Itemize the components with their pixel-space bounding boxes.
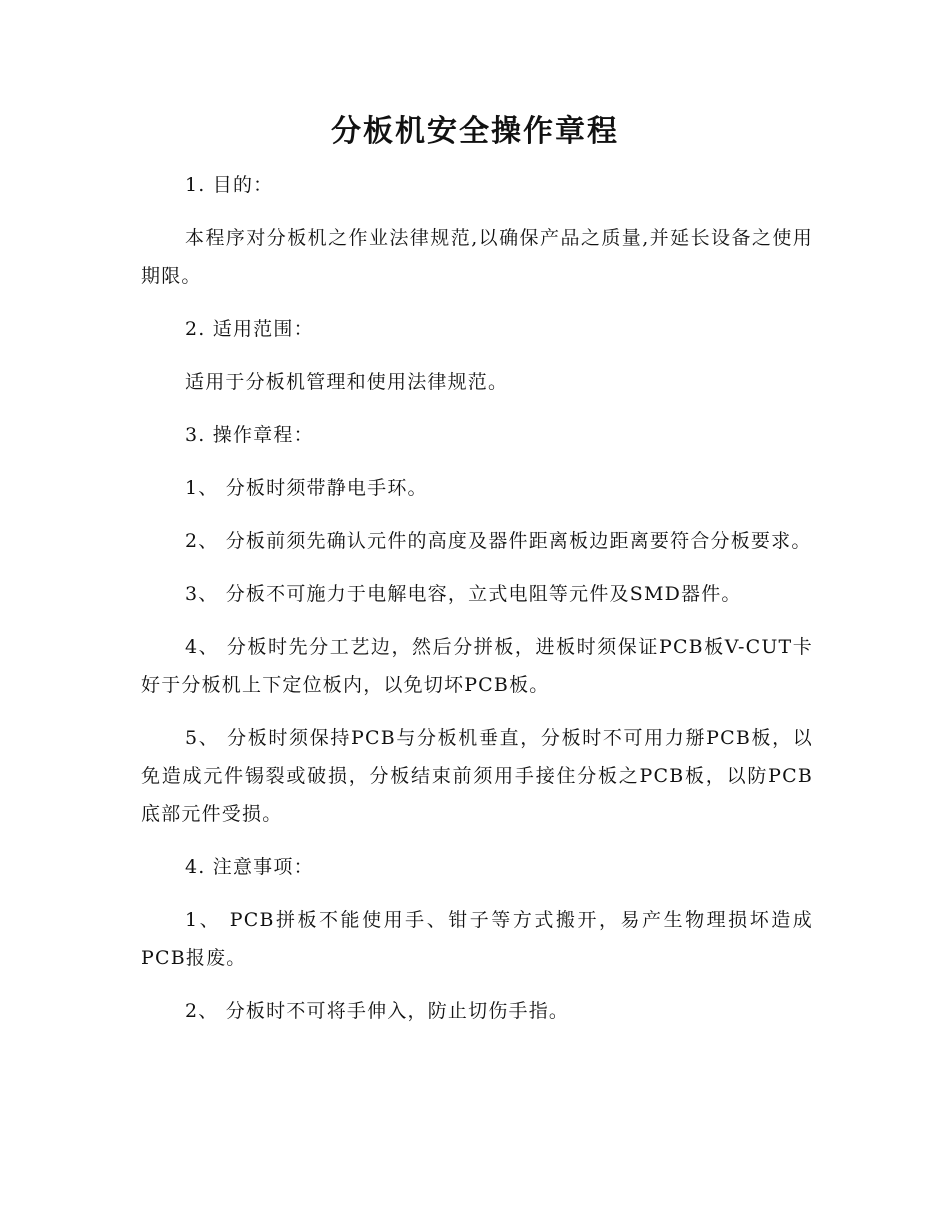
paragraph-purpose: 本程序对分板机之作业法律规范,以确保产品之质量,并延长设备之使用期限。 (141, 227, 813, 287)
section-heading-notes: 4. 注意事项： (185, 856, 314, 878)
procedure-item-1: 1、 分板时须带静电手环。 (185, 477, 428, 499)
document-title: 分板机安全操作章程 (331, 114, 619, 149)
procedure-item-5: 5、 分板时须保持PCB与分板机垂直，分板时不可用力掰PCB板，以免造成元件锡裂或破损，分板结束前须用手接住分板之PCB板，以防PCB底部元件受损。 (141, 727, 813, 825)
procedure-item-2: 2、 分板前须先确认元件的高度及器件距离板边距离要符合分板要求。 (185, 530, 812, 552)
section-heading-procedure: 3. 操作章程： (185, 424, 314, 446)
notes-item-2: 2、 分板时不可将手伸入，防止切伤手指。 (185, 1000, 570, 1022)
procedure-item-3: 3、 分板不可施力于电解电容，立式电阻等元件及SMD器件。 (185, 583, 742, 605)
paragraph-scope: 适用于分板机管理和使用法律规范。 (185, 371, 509, 393)
document-body (141, 166, 813, 1045)
procedure-item-4: 4、 分板时先分工艺边，然后分拼板，进板时须保证PCB板V-CUT卡好于分板机上下定位板内，以免切坏PCB板。 (141, 636, 813, 696)
notes-item-1: 1、 PCB拼板不能使用手、钳子等方式搬开，易产生物理损坏造成PCB报废。 (141, 909, 813, 969)
section-heading-scope: 2. 适用范围： (185, 318, 314, 340)
section-heading-purpose: 1. 目的： (185, 174, 274, 196)
